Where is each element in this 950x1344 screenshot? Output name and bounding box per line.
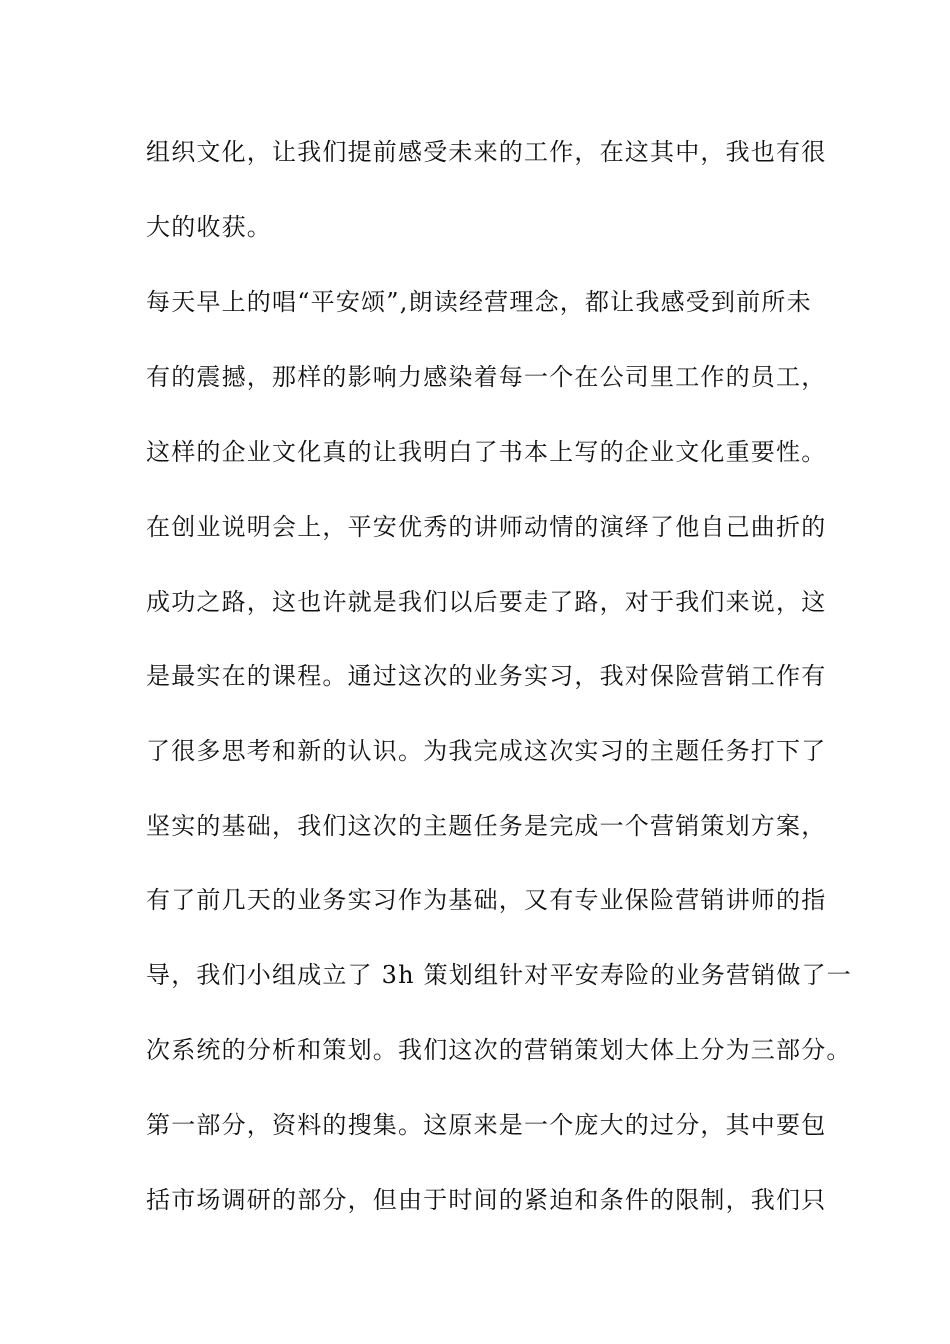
- text-line: 每天早上的唱“平安颂”,朗读经营理念，都让我感受到前所未: [146, 288, 812, 316]
- text-line: 成功之路，这也许就是我们以后要走了路，对于我们来说，这: [146, 588, 827, 616]
- text-line: 这样的企业文化真的让我明白了书本上写的企业文化重要性。: [146, 438, 827, 466]
- text-line: 坚实的基础，我们这次的主题任务是完成一个营销策划方案，: [146, 812, 827, 840]
- text-line: 括市场调研的部分，但由于时间的紧迫和条件的限制，我们只: [146, 1186, 827, 1214]
- text-line: 了很多思考和新的认识。为我完成这次实习的主题任务打下了: [146, 737, 827, 765]
- text-line: 大的收获。: [146, 213, 272, 241]
- text-line: 在创业说明会上，平安优秀的讲师动情的演绎了他自己曲折的: [146, 513, 827, 541]
- text-line: 导，我们小组成立了 3h 策划组针对平安寿险的业务营销做了一: [146, 961, 852, 989]
- text-line: 有了前几天的业务实习作为基础，又有专业保险营销讲师的指: [146, 886, 827, 914]
- text-line: 有的震撼，那样的影响力感染着每一个在公司里工作的员工，: [146, 363, 827, 391]
- text-line: 组织文化，让我们提前感受未来的工作，在这其中，我也有很: [146, 138, 827, 166]
- text-line: 次系统的分析和策划。我们这次的营销策划大体上分为三部分。: [146, 1036, 852, 1064]
- text-line: 是最实在的课程。通过这次的业务实习，我对保险营销工作有: [146, 662, 827, 690]
- text-line: 第一部分，资料的搜集。这原来是一个庞大的过分，其中要包: [146, 1111, 827, 1139]
